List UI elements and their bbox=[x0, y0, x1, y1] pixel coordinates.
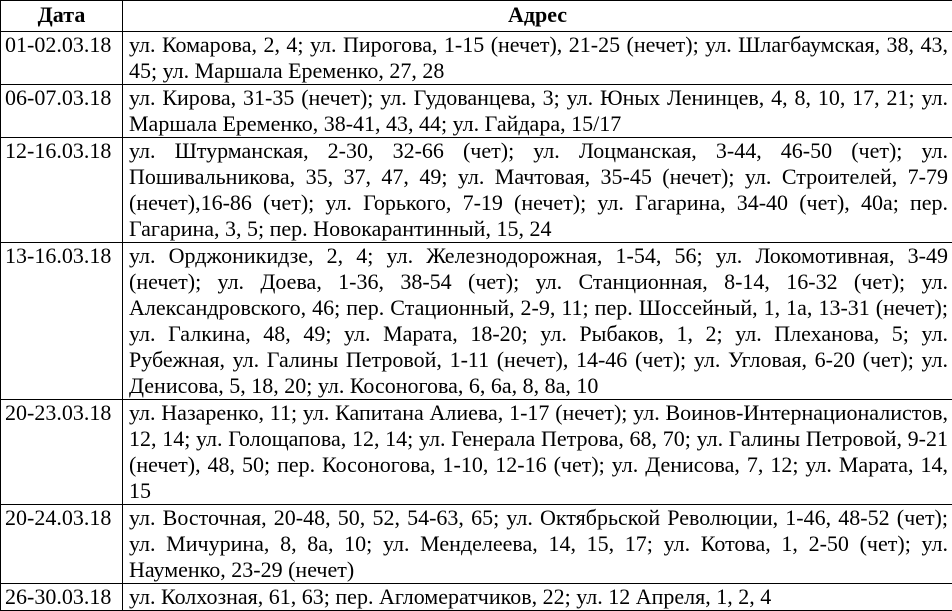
date-cell: 20-24.03.18 bbox=[1, 505, 123, 584]
table-row bbox=[1, 85, 952, 138]
table-row bbox=[1, 138, 952, 243]
date-cell: 13-16.03.18 bbox=[1, 243, 123, 400]
table-row bbox=[1, 32, 952, 85]
column-header-address: Адрес bbox=[123, 1, 952, 32]
table-row bbox=[1, 505, 952, 584]
table-row bbox=[1, 243, 952, 400]
date-cell: 06-07.03.18 bbox=[1, 85, 123, 138]
table-row bbox=[1, 400, 952, 505]
address-cell: ул. Кирова, 31-35 (нечет); ул. Гудованцева, 3; ул. Юных Ленинцев, 4, 8, 10, 17, 21; ул. Маршала Еременко, 38-41, 43, 44; ул. Гайдара, 15/17 bbox=[123, 85, 952, 138]
address-cell: ул. Штурманская, 2-30, 32-66 (чет); ул. Лоцманская, 3-44, 46-50 (чет); ул. Пошивальникова, 35, 37, 47, 49; ул. Мачтовая, 35-45 (нечет); ул. Строителей, 7-79 (нечет),16-86 (чет); ул. Горького, 7-19 (нечет); ул. Гагарина, 34-40 (чет), 40а; пер. Гагарина, 3, 5; пер. Новокарантинный, 15, 24 bbox=[123, 138, 952, 243]
column-header-date: Дата bbox=[1, 1, 123, 32]
header-row bbox=[1, 1, 952, 32]
date-cell: 26-30.03.18 bbox=[1, 584, 123, 611]
date-cell: 20-23.03.18 bbox=[1, 400, 123, 505]
date-cell: 12-16.03.18 bbox=[1, 138, 123, 243]
address-cell: ул. Восточная, 20-48, 50, 52, 54-63, 65; ул. Октябрьской Революции, 1-46, 48-52 (чет); ул. Мичурина, 8, 8а, 10; ул. Менделеева, 14, 15, 17; ул. Котова, 1, 2-50 (чет); ул. Науменко, 23-29 (нечет) bbox=[123, 505, 952, 584]
address-cell: ул. Назаренко, 11; ул. Капитана Алиева, 1-17 (нечет); ул. Воинов-Интернационалистов, 12, 14; ул. Голощапова, 12, 14; ул. Генерала Петрова, 68, 70; ул. Галины Петровой, 9-21 (нечет), 48, 50; пер. Косоногова, 1-10, 12-16 (чет); ул. Денисова, 7, 12; ул. Марата, 14, 15 bbox=[123, 400, 952, 505]
address-cell: ул. Орджоникидзе, 2, 4; ул. Железнодорожная, 1-54, 56; ул. Локомотивная, 3-49 (нечет); ул. Доева, 1-36, 38-54 (чет); ул. Станционная, 8-14, 16-32 (чет); ул. Александровского, 46; пер. Стационный, 2-9, 11; пер. Шоссейный, 1, 1а, 13-31 (нечет); ул. Галкина, 48, 49; ул. Марата, 18-20; ул. Рыбаков, 1, 2; ул. Плеханова, 5; ул. Рубежная, ул. Галины Петровой, 1-11 (нечет), 14-46 (чет); ул. Угловая, 6-20 (чет); ул. Денисова, 5, 18, 20; ул. Косоногова, 6, 6а, 8, 8а, 10 bbox=[123, 243, 952, 400]
date-cell: 01-02.03.18 bbox=[1, 32, 123, 85]
table-row bbox=[1, 584, 952, 611]
address-cell: ул. Колхозная, 61, 63; пер. Агломератчиков, 22; ул. 12 Апреля, 1, 2, 4 bbox=[123, 584, 952, 611]
address-cell: ул. Комарова, 2, 4; ул. Пирогова, 1-15 (нечет), 21-25 (нечет); ул. Шлагбаумская, 38, 43, 45; ул. Маршала Еременко, 27, 28 bbox=[123, 32, 952, 85]
